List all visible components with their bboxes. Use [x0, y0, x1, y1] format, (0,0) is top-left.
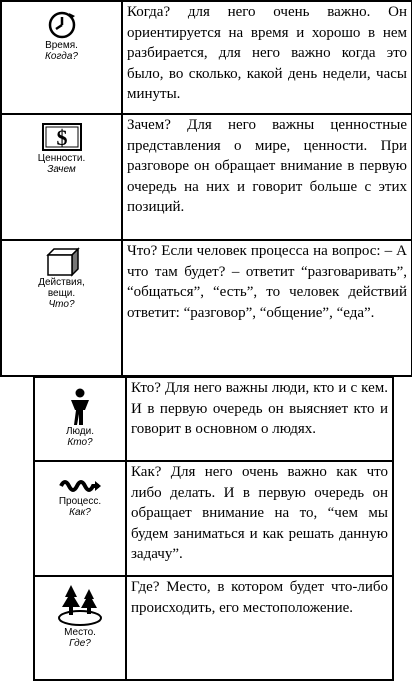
- table-row: [1, 240, 412, 376]
- category-label-2: вещи.: [47, 288, 76, 299]
- category-label: Время.: [45, 40, 78, 51]
- bottom-table: [33, 376, 394, 681]
- icon-cell: [34, 461, 126, 576]
- description-text: Кто? Для него важны люди, кто и с кем. И в первую очередь он выясняет кто и говорит в основном о людях.: [126, 377, 393, 461]
- table-row: [1, 114, 412, 240]
- description-text: Где? Место, в котором будет что-либо происходить, его местоположение.: [126, 576, 393, 680]
- description-text: Когда? для него очень важно. Он ориентируется на время и хорошо в нем разбирается, для него важно когда это было, во сколько, какой день недели, часы минуты.: [122, 1, 412, 114]
- table-row: [34, 576, 393, 680]
- table-row: [1, 1, 412, 114]
- person-icon: [68, 388, 92, 426]
- icon-cell: [1, 114, 122, 240]
- description-text: Что? Если человек процесса на вопрос: – А что там будет? – ответит “разговаривать”, “общаться”, “есть”, то человек действий ответит: “разговор”, “общение”, “еда”.: [122, 240, 412, 376]
- category-label: Ценности.: [37, 153, 86, 164]
- category-question: Где?: [69, 638, 91, 649]
- svg-text:$: $: [56, 125, 67, 150]
- icon-cell: [34, 377, 126, 461]
- category-label: Люди.: [65, 426, 95, 437]
- description-text: Зачем? Для него важны ценностные представления о мире, ценности. При разговоре он обращает внимание в первую очередь на них и говорит больше с этих позиций.: [122, 114, 412, 240]
- category-question: Когда?: [45, 51, 78, 62]
- icon-cell: [34, 576, 126, 680]
- category-label: Процесс.: [58, 496, 102, 507]
- cube-icon: [42, 247, 82, 277]
- category-question: Кто?: [67, 437, 93, 448]
- category-question: Зачем: [47, 164, 76, 175]
- table-row: [34, 461, 393, 576]
- description-text: Как? Для него очень важно как что либо делать. И в первую очередь он обращает внимание на то, “чем мы будем заниматься и как решать данную задачу”.: [126, 461, 393, 576]
- trees-icon: [56, 581, 104, 627]
- dollar-icon: [40, 121, 84, 153]
- clock-icon: [47, 10, 77, 40]
- category-label: Место.: [64, 627, 96, 638]
- icon-cell: [1, 1, 122, 114]
- category-question: Как?: [69, 507, 91, 518]
- table-row: [34, 377, 393, 461]
- category-label: Действия,: [38, 277, 85, 288]
- wave-icon: [59, 476, 101, 496]
- category-question: Что?: [48, 299, 75, 310]
- icon-cell: [1, 240, 122, 376]
